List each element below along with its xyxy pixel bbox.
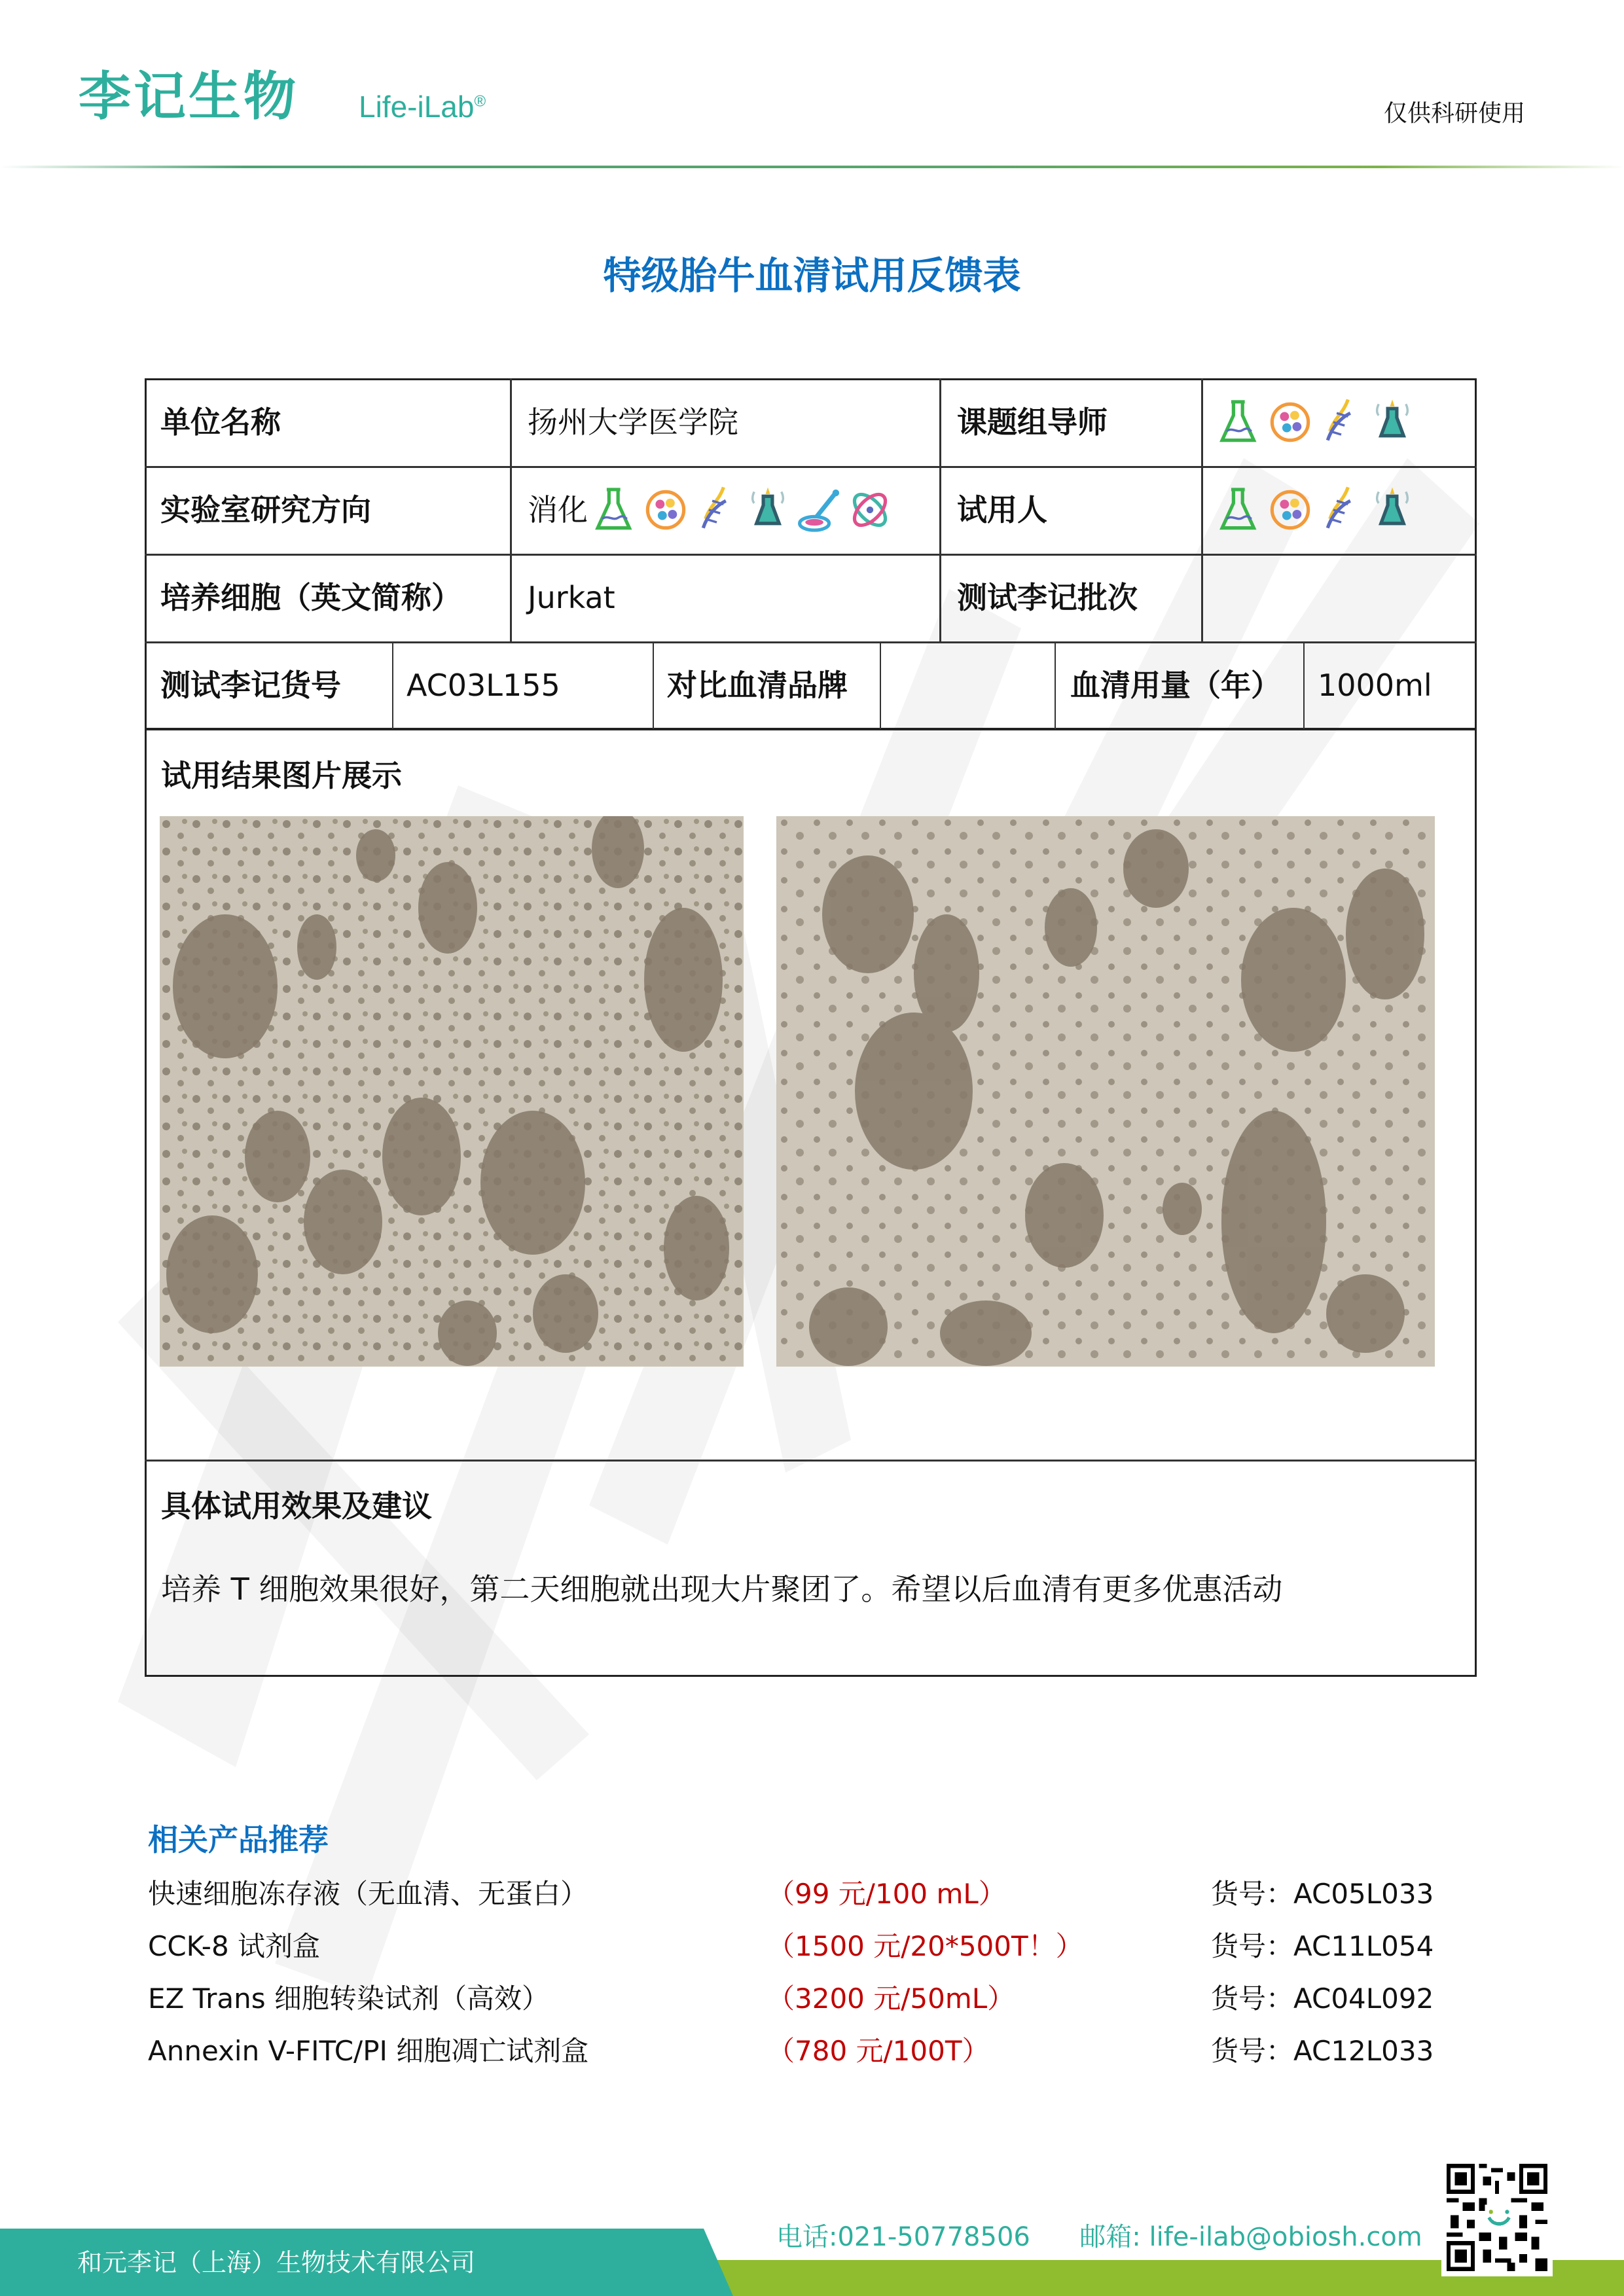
product-code: 货号：AC12L033 — [1211, 2035, 1434, 2067]
related-products-title: 相关产品推荐 — [148, 1822, 329, 1857]
cultured-cell-label: 培养细胞（英文简称） — [160, 580, 461, 615]
cell-dish-icon — [1267, 397, 1313, 447]
tester-icon-group — [1216, 485, 1415, 535]
advisor-label: 课题组导师 — [957, 404, 1108, 440]
result-images-title: 试用结果图片展示 — [161, 758, 402, 793]
catalog-number-value: AC03L155 — [406, 668, 560, 703]
qr-code-icon — [1447, 2164, 1547, 2271]
flask-icon — [1216, 485, 1262, 535]
product-name: EZ Trans 细胞转染试剂（高效） — [148, 1982, 549, 2015]
product-code: 货号：AC11L054 — [1211, 1930, 1434, 1962]
header-divider — [0, 166, 1624, 168]
feedback-title: 具体试用效果及建议 — [161, 1488, 432, 1524]
product-name: Annexin V-FITC/PI 细胞凋亡试剂盒 — [148, 2035, 589, 2067]
comparison-brand-value — [881, 641, 1055, 729]
product-row — [148, 1930, 1483, 1972]
footer-company-name: 和元李记（上海）生物技术有限公司 — [77, 2248, 476, 2277]
product-price: （99 元/100 mL） — [767, 1878, 1006, 1910]
product-code: 货号：AC04L092 — [1211, 1982, 1434, 2015]
advisor-value — [1203, 378, 1477, 466]
product-name: CCK-8 试剂盒 — [148, 1930, 321, 1962]
product-code: 货号：AC05L033 — [1211, 1878, 1434, 1910]
product-price: （3200 元/50mL） — [767, 1982, 1015, 2015]
batch-label: 测试李记批次 — [957, 580, 1138, 615]
research-direction-text: 消化 — [528, 492, 588, 528]
research-icon-group — [592, 485, 893, 535]
flask-icon — [592, 485, 638, 535]
dna-icon — [1318, 397, 1364, 447]
footer-contact — [776, 2224, 1422, 2250]
serum-usage-label: 血清用量（年） — [1070, 668, 1281, 703]
unit-name-value: 扬州大学医学院 — [528, 404, 738, 440]
qr-code[interactable] — [1441, 2159, 1553, 2276]
unit-name-label: 单位名称 — [160, 404, 281, 440]
research-use-only-label: 仅供科研使用 — [1384, 100, 1526, 127]
research-direction-value — [512, 466, 939, 554]
product-row — [148, 2037, 1483, 2077]
flask-icon — [1216, 397, 1262, 447]
petri-pipette-icon — [796, 485, 842, 535]
tester-value — [1203, 466, 1477, 554]
product-row — [148, 1982, 1483, 2024]
cultured-cell-value: Jurkat — [528, 580, 615, 615]
atom-icon — [847, 485, 893, 535]
feedback-text: 培养 T 细胞效果很好，第二天细胞就出现大片聚团了。希望以后血清有更多优惠活动 — [161, 1571, 1283, 1607]
table-divider — [145, 1460, 1477, 1462]
footer-phone: 电话:021-50778506 — [776, 2222, 1030, 2252]
catalog-number-label: 测试李记货号 — [160, 668, 341, 703]
burner-flask-icon — [1369, 397, 1415, 447]
burner-flask-icon — [1369, 485, 1415, 535]
burner-flask-icon — [745, 485, 791, 535]
registered-mark: ® — [474, 92, 486, 111]
research-direction-label: 实验室研究方向 — [160, 492, 371, 528]
product-name: 快速细胞冻存液（无血清、无蛋白） — [148, 1878, 588, 1910]
brand-logo-chinese: 李记生物 — [79, 66, 298, 127]
comparison-brand-label: 对比血清品牌 — [667, 668, 848, 703]
footer-email[interactable]: 邮箱: life-ilab@obiosh.com — [1079, 2222, 1422, 2252]
cell-dish-icon — [1267, 485, 1313, 535]
micrograph-cells-1 — [160, 816, 744, 1367]
brand-logo-english — [359, 92, 486, 122]
micrograph-cells-2 — [776, 816, 1435, 1367]
dna-icon — [694, 485, 740, 535]
tester-label: 试用人 — [957, 492, 1047, 528]
micrograph-image-2 — [776, 816, 1435, 1367]
advisor-icon-group — [1216, 397, 1415, 447]
batch-value — [1203, 554, 1477, 641]
brand-logo-english-text: Life-iLab — [359, 90, 475, 124]
product-price: （1500 元/20*500T！） — [767, 1930, 1083, 1962]
micrograph-image-1 — [160, 816, 744, 1367]
product-row — [148, 1880, 1483, 1920]
cell-dish-icon — [643, 485, 689, 535]
dna-icon — [1318, 485, 1364, 535]
product-price: （780 元/100T） — [767, 2035, 990, 2067]
serum-usage-value: 1000ml — [1318, 668, 1432, 703]
page-title: 特级胎牛血清试用反馈表 — [603, 253, 1021, 298]
